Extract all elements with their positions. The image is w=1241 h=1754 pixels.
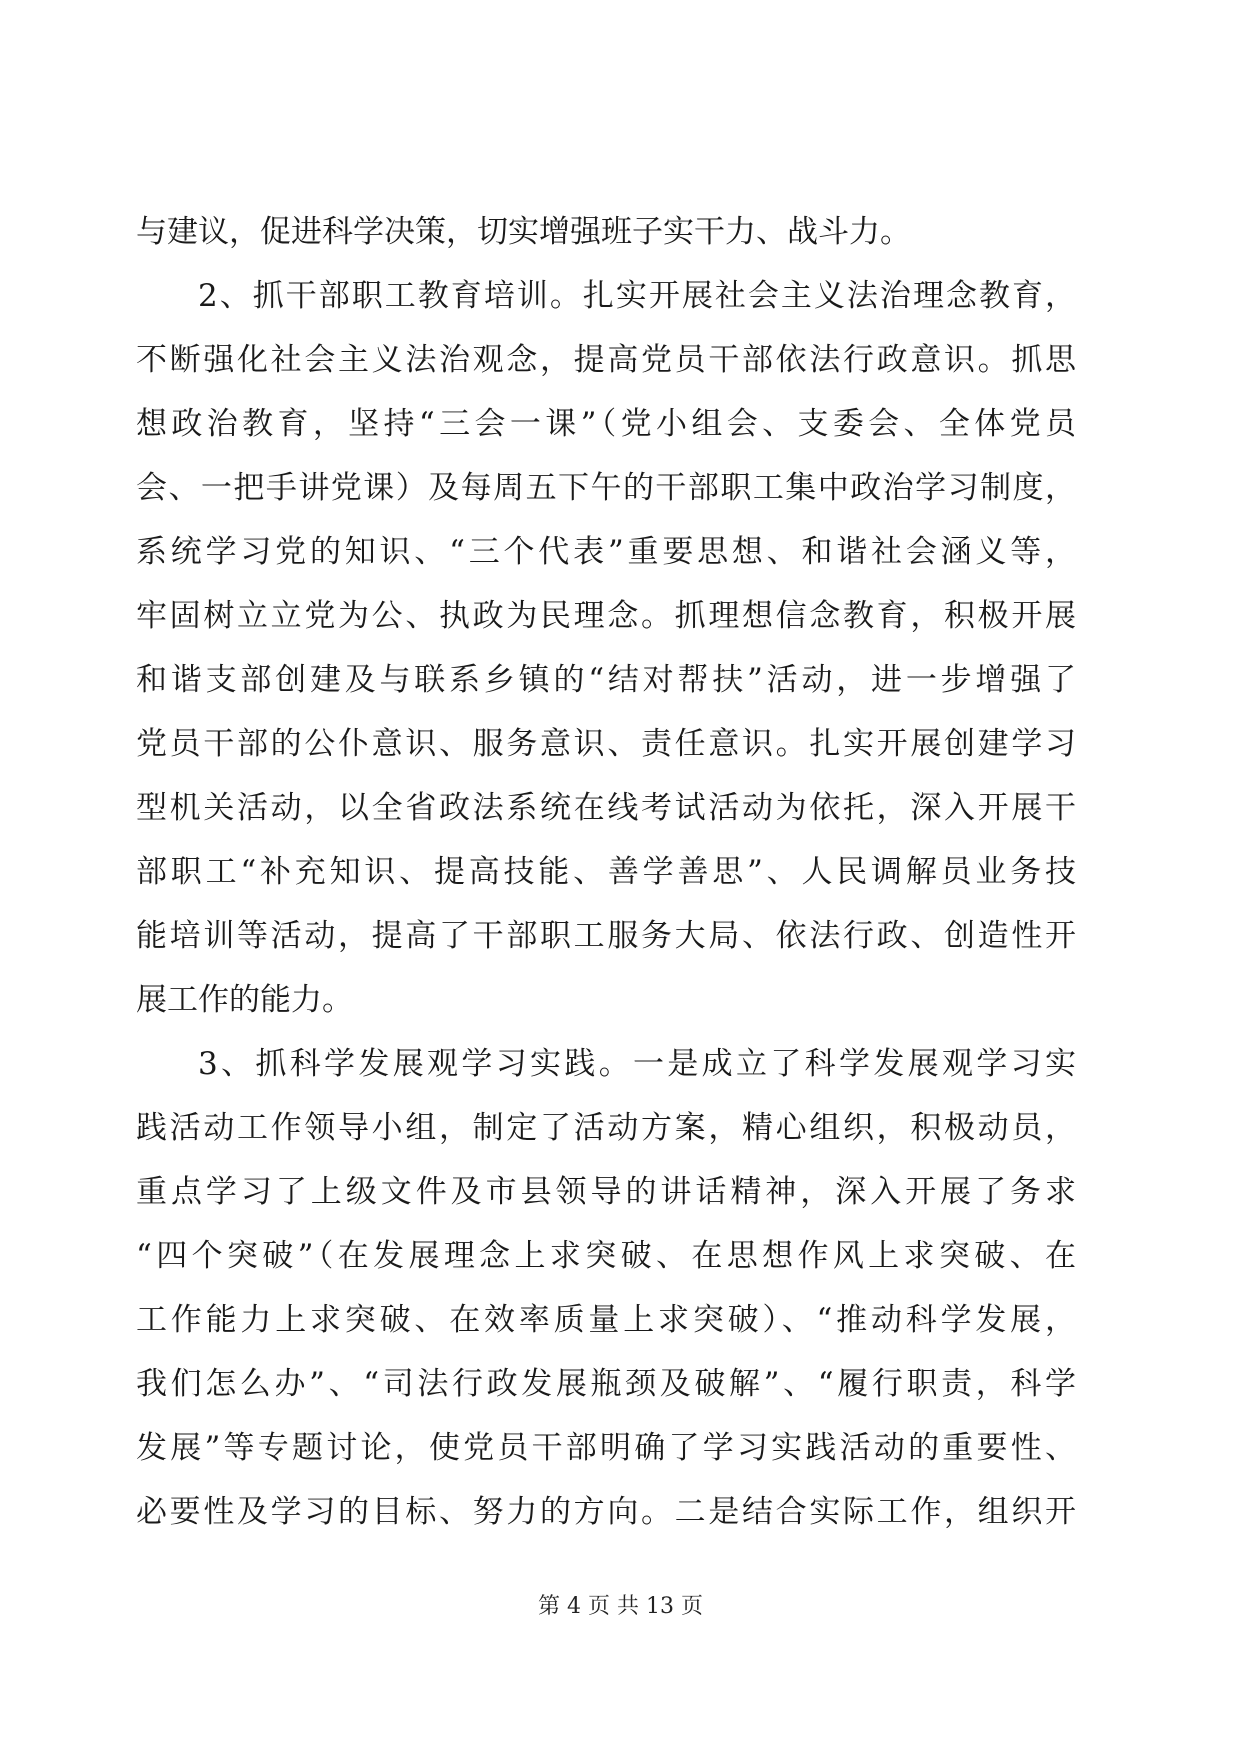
text-line: 不断强化社会主义法治观念，提高党员干部依法行政意识。抓思	[136, 342, 1076, 378]
page-number: 第 4 页 共 13 页	[538, 1594, 703, 1619]
text-line: 我们怎么办”、“司法行政发展瓶颈及破解”、“履行职责，科学	[136, 1366, 1076, 1402]
text-line: 工作能力上求突破、在效率质量上求突破）、“推动科学发展，	[136, 1302, 1076, 1338]
text-line: 践活动工作领导小组，制定了活动方案，精心组织，积极动员，	[136, 1110, 1076, 1146]
text-line: 3、抓科学发展观学习实践。一是成立了科学发展观学习实	[198, 1046, 1076, 1082]
text-line: 系统学习党的知识、“三个代表”重要思想、和谐社会涵义等，	[136, 534, 1076, 570]
text-line: 重点学习了上级文件及市县领导的讲话精神，深入开展了务求	[136, 1174, 1076, 1210]
text-line: “四个突破”（在发展理念上求突破、在思想作风上求突破、在	[136, 1238, 1076, 1274]
text-line: 2、抓干部职工教育培训。扎实开展社会主义法治理念教育，	[198, 278, 1076, 314]
text-line: 部职工“补充知识、提高技能、善学善思”、人民调解员业务技	[136, 854, 1076, 890]
text-line: 型机关活动，以全省政法系统在线考试活动为依托，深入开展干	[136, 790, 1076, 826]
text-line: 和谐支部创建及与联系乡镇的“结对帮扶”活动，进一步增强了	[136, 662, 1076, 698]
text-line: 能培训等活动，提高了干部职工服务大局、依法行政、创造性开	[136, 918, 1076, 954]
text-line: 与建议，促进科学决策，切实增强班子实干力、战斗力。	[136, 214, 911, 250]
text-line: 必要性及学习的目标、努力的方向。二是结合实际工作，组织开	[136, 1494, 1076, 1530]
text-line: 党员干部的公仆意识、服务意识、责任意识。扎实开展创建学习	[136, 726, 1076, 762]
text-line: 会、一把手讲党课）及每周五下午的干部职工集中政治学习制度，	[136, 470, 1076, 506]
text-line: 想政治教育，坚持“三会一课”（党小组会、支委会、全体党员	[136, 406, 1076, 442]
page-footer	[0, 1592, 1241, 1622]
text-line: 牢固树立立党为公、执政为民理念。抓理想信念教育，积极开展	[136, 598, 1076, 634]
text-line: 发展”等专题讨论，使党员干部明确了学习实践活动的重要性、	[136, 1430, 1076, 1466]
body-text	[136, 200, 1076, 1544]
text-line: 展工作的能力。	[136, 982, 353, 1018]
